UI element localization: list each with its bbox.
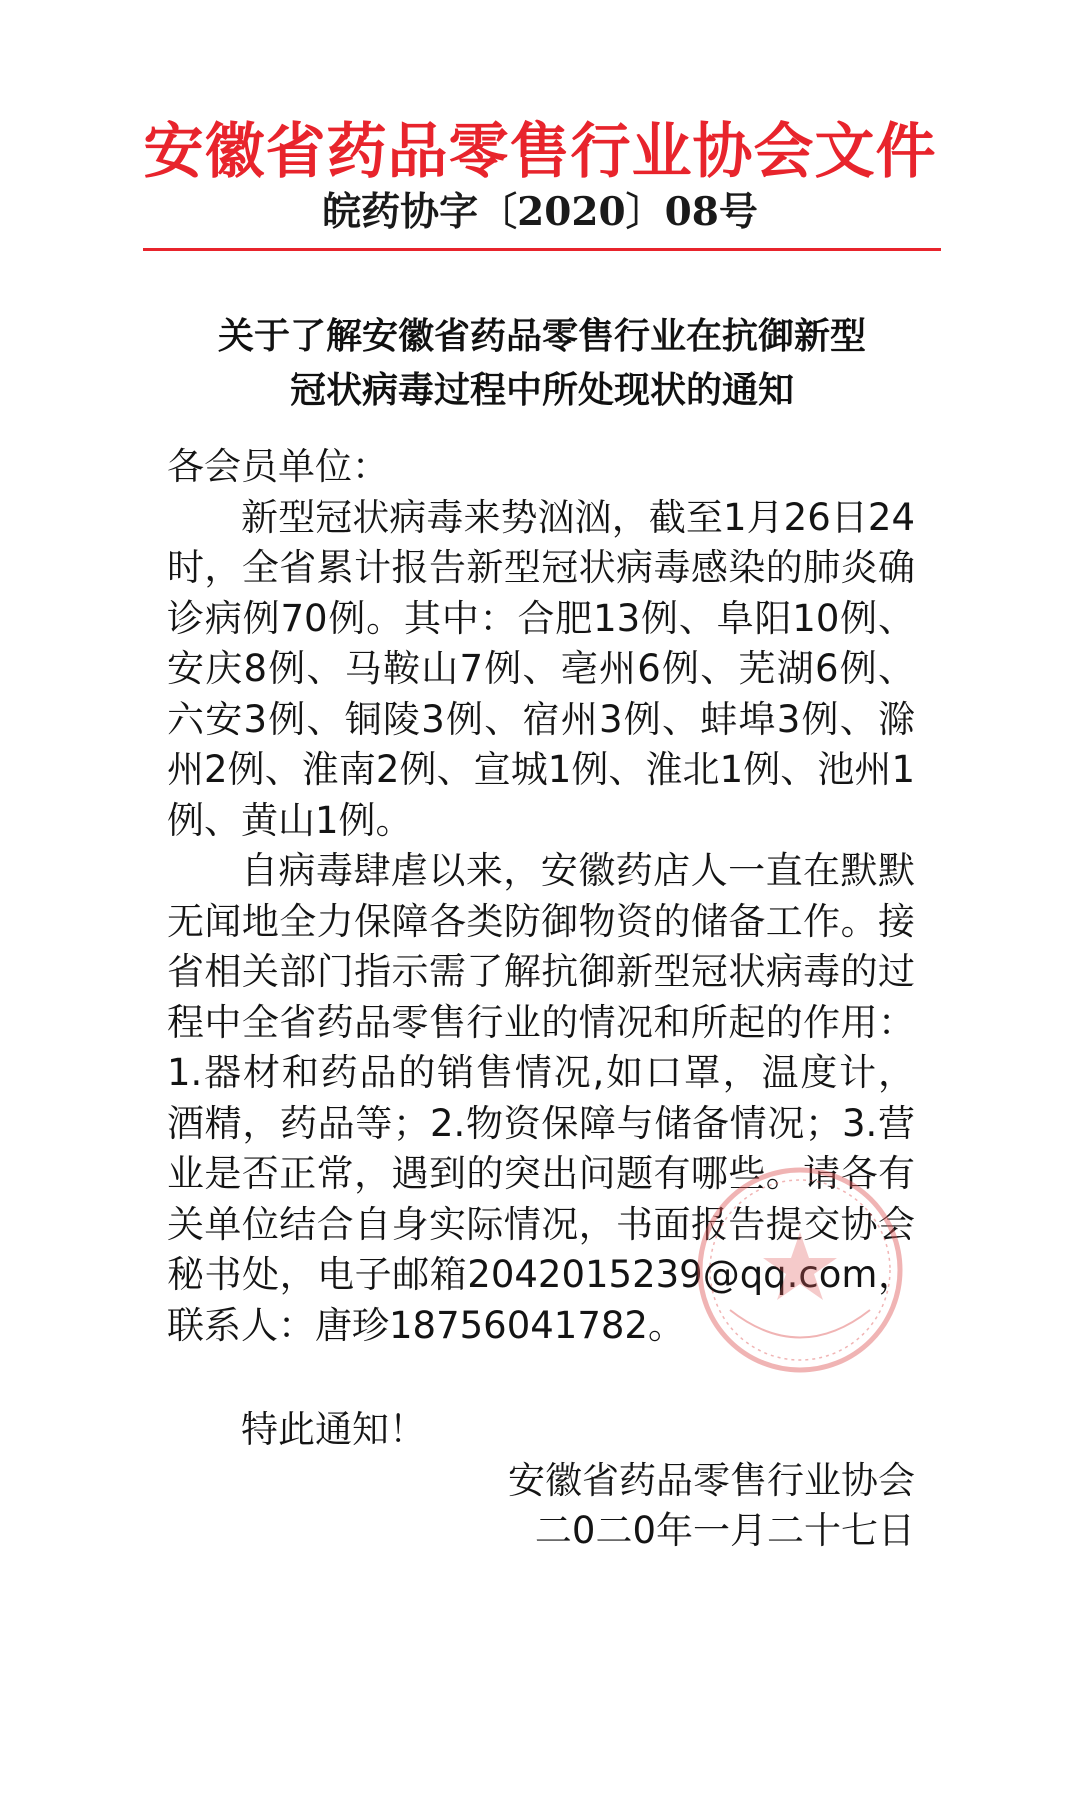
signature-date: 二0二0年一月二十七日 [534, 1509, 915, 1552]
paragraph-request: 自病毒肆虐以来，安徽药店人一直在默默无闻地全力保障各类防御物资的储备工作。接省相关部门指示需了解抗御新型冠状病毒的过程中全省药品零售行业的情况和所起的作用：1.器材和药品的销售情况,如口罩，温度计，酒精，药品等；2.物资保障与储备情况；3.营业是否正常，遇到的突出问题有哪些。请各有关单位结合自身实际情况，书面报告提交协会秘书处，电子邮箱2042015239@qq.com， 联系人：唐珍18756041782。 [167, 849, 915, 1347]
notice-title-line-1: 关于了解安徽省药品零售行业在抗御新型 [217, 316, 866, 357]
header-divider [143, 248, 941, 251]
paragraph-situation: 新型冠状病毒来势汹汹，截至1月26日24时，全省累计报告新型冠状病毒感染的肺炎确诊病例70例。其中：合肥13例、阜阳10例、安庆8例、马鞍山7例、亳州6例、芜湖6例、六安3例、铜陵3例、宿州3例、蚌埠3例、滁州2例、淮南2例、宣城1例、淮北1例、池州1例、黄山1例。 [167, 495, 915, 842]
salutation: 各会员单位： [167, 445, 389, 488]
closing-line: 特此通知！ [241, 1408, 426, 1451]
signature-organization: 安徽省药品零售行业协会 [508, 1458, 915, 1502]
notice-title [143, 310, 941, 418]
document-number: 皖药协字〔2020〕08号 [322, 189, 758, 235]
notice-title-line-2: 冠状病毒过程中所处现状的通知 [289, 370, 794, 411]
file-header-title: 安徽省药品零售行业协会文件 [143, 117, 937, 187]
notice-body [167, 442, 915, 1557]
